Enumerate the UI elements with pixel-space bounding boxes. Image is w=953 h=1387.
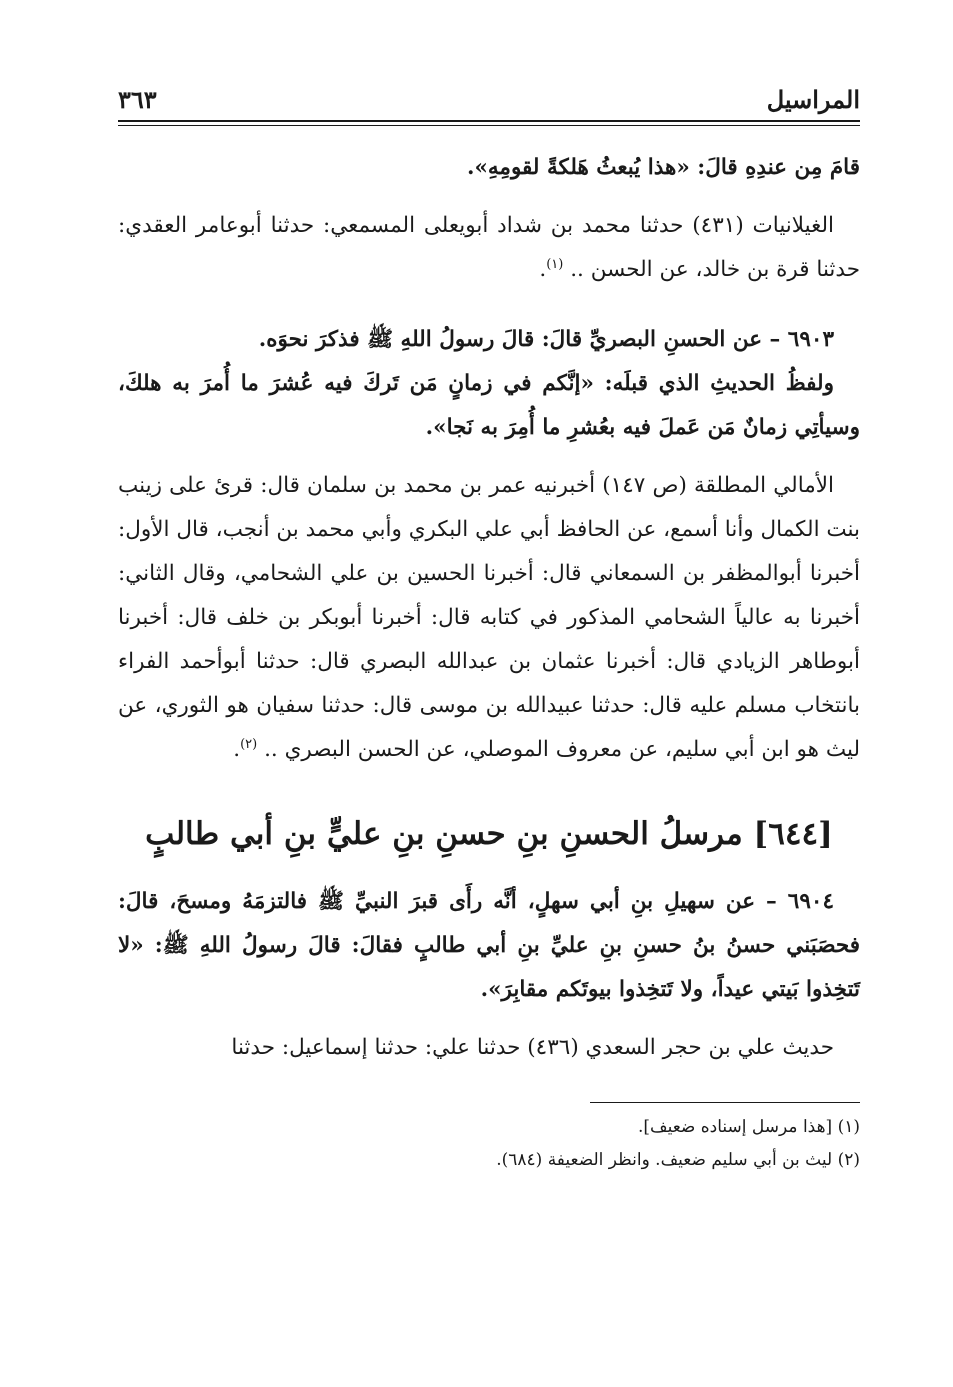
hadith-6903-wording: ولفظُ الحديثِ الذي قبلَه: «إنَّكم في زمانٍ مَن تَركَ فيه عُشرَ ما أُمرَ به هلكَ، وسيأتِي زمانٌ مَن عَملَ فيه بعُشرِ ما أُمِرَ به نَجا». [118,371,860,440]
hadith-6904: ٦٩٠٤ – عن سهيلِ بنِ أبي سهلٍ، أنَّه رأَى قبرَ النبيِّ ﷺ فالتزمَهُ ومسحَ، قالَ: فحصَبَني حسنُ بنُ حسنِ بنِ عليِّ بنِ أبي طالبٍ فقالَ: قالَ رسولُ اللهِ ﷺ: «لا تَتخِذوا بَيتي عيداً، ولا تَتخِذوا بيوتَكم مقابِرَ». [118,889,860,1002]
source-text-1: الغيلانيات (٤٣١) حدثنا محمد بن شداد أبويعلى المسمعي: حدثنا أبوعامر العقدي: حدثنا قرة بن خالد، عن الحسن .. [118,213,860,282]
source-text-2: الأمالي المطلقة (ص ١٤٧) أخبرنيه عمر بن محمد بن سلمان قال: قرئ على زينب بنت الكمال وأنا أسمع، عن الحافظ أبي علي البكري وأبي محمد بن أنجب، قال الأول: أخبرنا أبوالمظفر بن السمعاني قال: أخبرنا الحسين بن علي الشحامي، وقال الثاني: أخبرنا به عالياً الشحامي المذكور في كتابه قال: أخبرنا أبوبكر بن خلف قال: أخبرنا أبوطاهر الزيادي قال: أخبرنا عثمان بن عبدالله البصري قال: حدثنا أبوأحمد الفراء بانتخاب مسلم عليه قال: حدثنا عبيدالله بن موسى قال: حدثنا سفيان هو الثوري، عن ليث هو ابن أبي سليم، عن معروف الموصلي، عن الحسن البصري .. [118,473,860,762]
hadith-6903: ٦٩٠٣ – عن الحسنِ البصريِّ قالَ: قالَ رسولُ اللهِ ﷺ فذكرَ نحوَه. [258,327,834,352]
footnote-1: (١) [هذا مرسل إسناده ضعيف]. [637,1117,860,1137]
source-paragraph-1: الغيلانيات (٤٣١) حدثنا محمد بن شداد أبويعلى المسمعي: حدثنا أبوعامر العقدي: حدثنا قرة بن خالد، عن الحسن .. $^{(١)}$. [118,213,860,282]
footnote-rule [590,1102,860,1103]
source-paragraph-2: الأمالي المطلقة (ص ١٤٧) أخبرنيه عمر بن محمد بن سلمان قال: قرئ على زينب بنت الكمال وأنا أسمع، عن الحافظ أبي علي البكري وأبي محمد بن أنجب، قال الأول: أخبرنا أبوالمظفر بن السمعاني قال: أخبرنا الحسين بن علي الشحامي، وقال الثاني: أخبرنا به عالياً الشحامي المذكور في كتابه قال: أخبرنا أبوبكر بن خلف قال: أخبرنا أبوطاهر الزيادي قال: أخبرنا عثمان بن عبدالله البصري قال: حدثنا أبوأحمد الفراء بانتخاب مسلم عليه قال: حدثنا عبيدالله بن موسى قال: حدثنا سفيان هو الثوري، عن ليث هو ابن أبي سليم، عن معروف الموصلي، عن الحسن البصري .. $^{(٢)}$. [118,473,860,762]
footnote-ref-1: (١) [546,256,564,272]
section-title: المراسيل [766,85,860,114]
running-header [118,78,860,116]
section-heading: [٦٤٤] مرسلُ الحسنِ بنِ حسنِ بنِ عليٍّ بنِ أبي طالبٍ [145,816,833,852]
footnotes [118,1111,860,1177]
source-paragraph-3: حديث علي بن حجر السعدي (٤٣٦) حدثنا علي: حدثنا إسماعيل: حدثنا [231,1035,834,1060]
footnote-2: (٢) ليث بن أبي سليم ضعيف. وانظر الضعيفة (٦٨٤). [496,1150,860,1170]
book-page [118,78,860,1177]
footnote-ref-2: (٢) [240,736,258,752]
continued-hadith-text: قامَ مِن عندِهِ قالَ: «هذا يُبعثُ هَلكةً لقومِهِ». [466,155,860,180]
header-rule [118,120,860,126]
page-number: ٣٦٣ [118,85,157,114]
